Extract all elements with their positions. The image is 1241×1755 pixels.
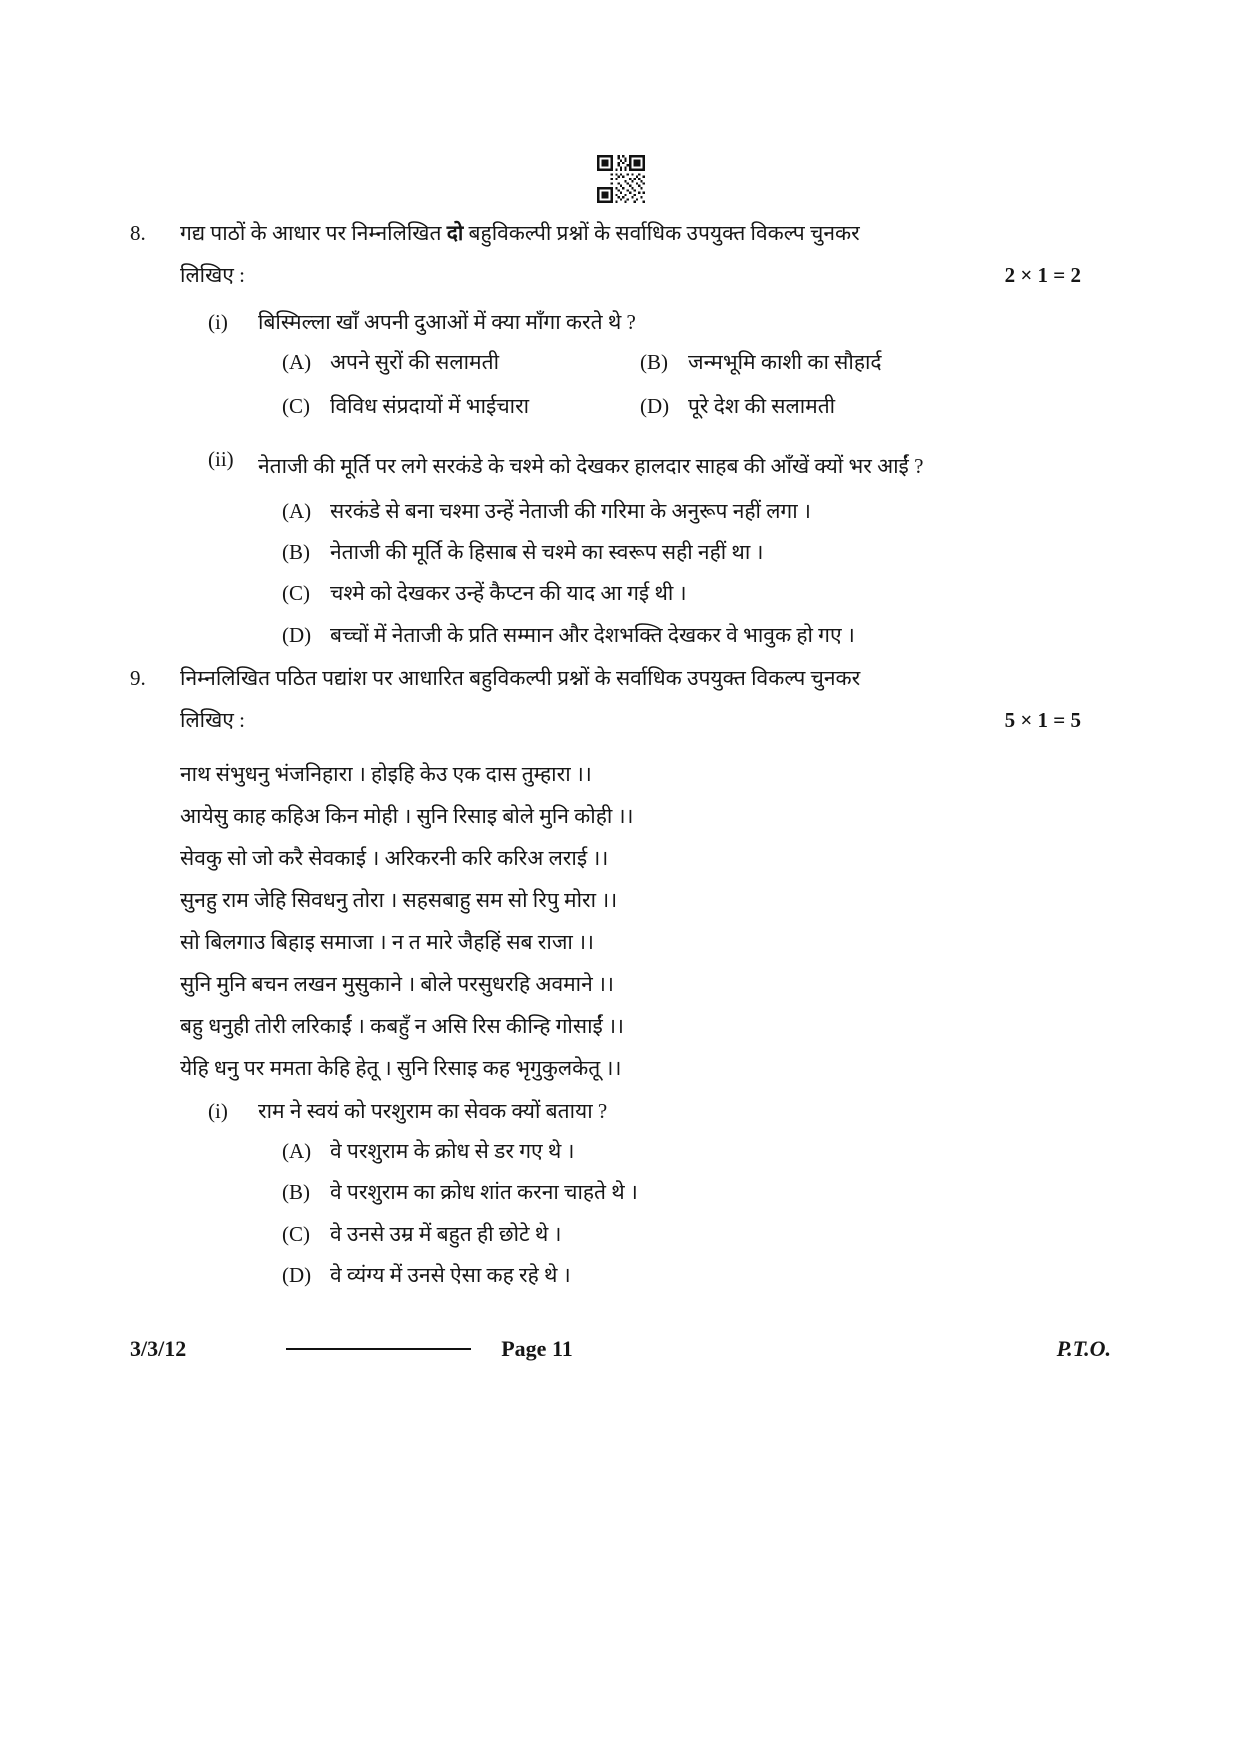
- question-9-intro-line2: लिखिए :: [180, 708, 245, 733]
- verse-line: नाथ संभुधनु भंजनिहारा । होइहि केउ एक दास तुम्हारा ।।: [180, 761, 592, 786]
- qr-code: [130, 155, 1111, 203]
- verse-line: आयेसु काह कहिअ किन मोही । सुनि रिसाइ बोले मुनि कोही ।।: [180, 803, 634, 828]
- option-text: नेताजी की मूर्ति के हिसाब से चश्मे का स्वरूप सही नहीं था ।: [330, 540, 764, 565]
- question-8-intro-pre: गद्य पाठों के आधार पर निम्नलिखित: [180, 221, 447, 245]
- option-label: (A): [282, 1139, 312, 1164]
- option-d: [282, 1261, 1111, 1289]
- question-8-i: [208, 308, 1111, 445]
- verse-line: सो बिलगाउ बिहाइ समाजा । न त मारे जैहहिं सब राजा ।।: [180, 929, 595, 954]
- option-label: (D): [282, 1263, 312, 1288]
- option-a: [282, 1137, 1111, 1165]
- question-9-marks: 5 × 1 = 5: [1004, 708, 1081, 733]
- pto-label: P.T.O.: [1056, 1336, 1111, 1361]
- question-8-intro-bold: दो: [446, 221, 464, 245]
- option-b: [282, 1178, 1111, 1206]
- page-number: Page 11: [501, 1336, 573, 1361]
- verse-line: बहु धनुही तोरी लरिकाईं । कबहुँ न असि रिस कीन्हि गोसाईं ।।: [180, 1013, 624, 1038]
- question-8-intro-line2: लिखिए :: [180, 263, 245, 288]
- subquestion-label: (i): [208, 309, 228, 334]
- option-a: [282, 348, 640, 376]
- option-d: [282, 621, 1111, 649]
- option-label: (B): [640, 350, 668, 375]
- question-8: [130, 219, 1111, 662]
- option-text: वे उनसे उम्र में बहुत ही छोटे थे ।: [330, 1221, 562, 1246]
- verse-line: सुनि मुनि बचन लखन मुसुकाने । बोले परसुधरहि अवमाने ।।: [180, 971, 614, 996]
- verse-passage: [180, 753, 1111, 1089]
- subquestion-label: (ii): [208, 446, 234, 471]
- option-text: चश्मे को देखकर उन्हें कैप्टन की याद आ गई थी ।: [330, 581, 687, 606]
- option-label: (B): [282, 1180, 310, 1205]
- option-text: बच्चों में नेताजी के प्रति सम्मान और देशभक्ति देखकर वे भावुक हो गए ।: [330, 622, 855, 647]
- subquestion-text: राम ने स्वयं को परशुराम का सेवक क्यों बताया ?: [258, 1098, 608, 1123]
- qr-code-image: [597, 155, 645, 203]
- option-text: वे व्यंग्य में उनसे ऐसा कह रहे थे ।: [330, 1263, 571, 1288]
- options-list: [282, 1137, 1111, 1289]
- question-8-intro: [180, 219, 1111, 247]
- question-9-i: [208, 1097, 1111, 1303]
- page-footer: [130, 1334, 1111, 1364]
- question-9-number: 9.: [130, 666, 146, 691]
- question-8-number: 8.: [130, 221, 146, 245]
- option-label: (D): [640, 394, 670, 419]
- option-a: [282, 497, 1111, 525]
- option-label: (C): [282, 1221, 310, 1246]
- option-label: (A): [282, 350, 312, 375]
- subquestion-text: नेताजी की मूर्ति पर लगे सरकंडे के चश्मे को देखकर हालदार साहब की आँखें क्यों भर आईं ?: [258, 453, 924, 478]
- question-9: [130, 664, 1111, 1302]
- subquestion-label: (i): [208, 1098, 228, 1123]
- paper-code: 3/3/12: [130, 1336, 187, 1361]
- option-label: (D): [282, 622, 312, 647]
- option-c: [282, 1220, 1111, 1248]
- option-label: (A): [282, 498, 312, 523]
- verse-line: सुनहु राम जेहि सिवधनु तोरा । सहसबाहु सम सो रिपु मोरा ।।: [180, 887, 618, 912]
- option-text: वे परशुराम के क्रोध से डर गए थे ।: [330, 1139, 575, 1164]
- option-c: [282, 392, 640, 420]
- verse-line: येहि धनु पर ममता केहि हेतू । सुनि रिसाइ कह भृगुकुलकेतू ।।: [180, 1055, 622, 1080]
- option-d: [640, 392, 1111, 420]
- verse-line: सेवकु सो जो करै सेवकाई । अरिकरनी करि करिअ लराई ।।: [180, 845, 609, 870]
- option-label: (C): [282, 581, 310, 606]
- question-8-intro-post: बहुविकल्पी प्रश्नों के सर्वाधिक उपयुक्त विकल्प चुनकर: [463, 221, 860, 245]
- question-8-marks: 2 × 1 = 2: [1004, 263, 1081, 288]
- option-text: पूरे देश की सलामती: [688, 394, 836, 419]
- footer-rule: [286, 1348, 471, 1350]
- option-c: [282, 579, 1111, 607]
- question-8-ii: [208, 445, 1111, 662]
- option-text: जन्मभूमि काशी का सौहार्द: [688, 350, 882, 375]
- option-b: [282, 538, 1111, 566]
- options-list: [282, 497, 1111, 649]
- option-text: अपने सुरों की सलामती: [330, 350, 500, 375]
- option-text: सरकंडे से बना चश्मा उन्हें नेताजी की गरिमा के अनुरूप नहीं लगा ।: [330, 498, 811, 523]
- option-b: [640, 348, 1111, 376]
- option-text: वे परशुराम का क्रोध शांत करना चाहते थे ।: [330, 1180, 638, 1205]
- option-label: (C): [282, 394, 310, 419]
- option-text: विविध संप्रदायों में भाईचारा: [330, 394, 530, 419]
- subquestion-text: बिस्मिल्ला खाँ अपनी दुआओं में क्या माँगा करते थे ?: [258, 309, 636, 334]
- options-grid: [282, 348, 1111, 421]
- question-9-intro: निम्नलिखित पठित पद्यांश पर आधारित बहुविकल्पी प्रश्नों के सर्वाधिक उपयुक्त विकल्प चुनकर: [180, 666, 861, 691]
- option-label: (B): [282, 540, 310, 565]
